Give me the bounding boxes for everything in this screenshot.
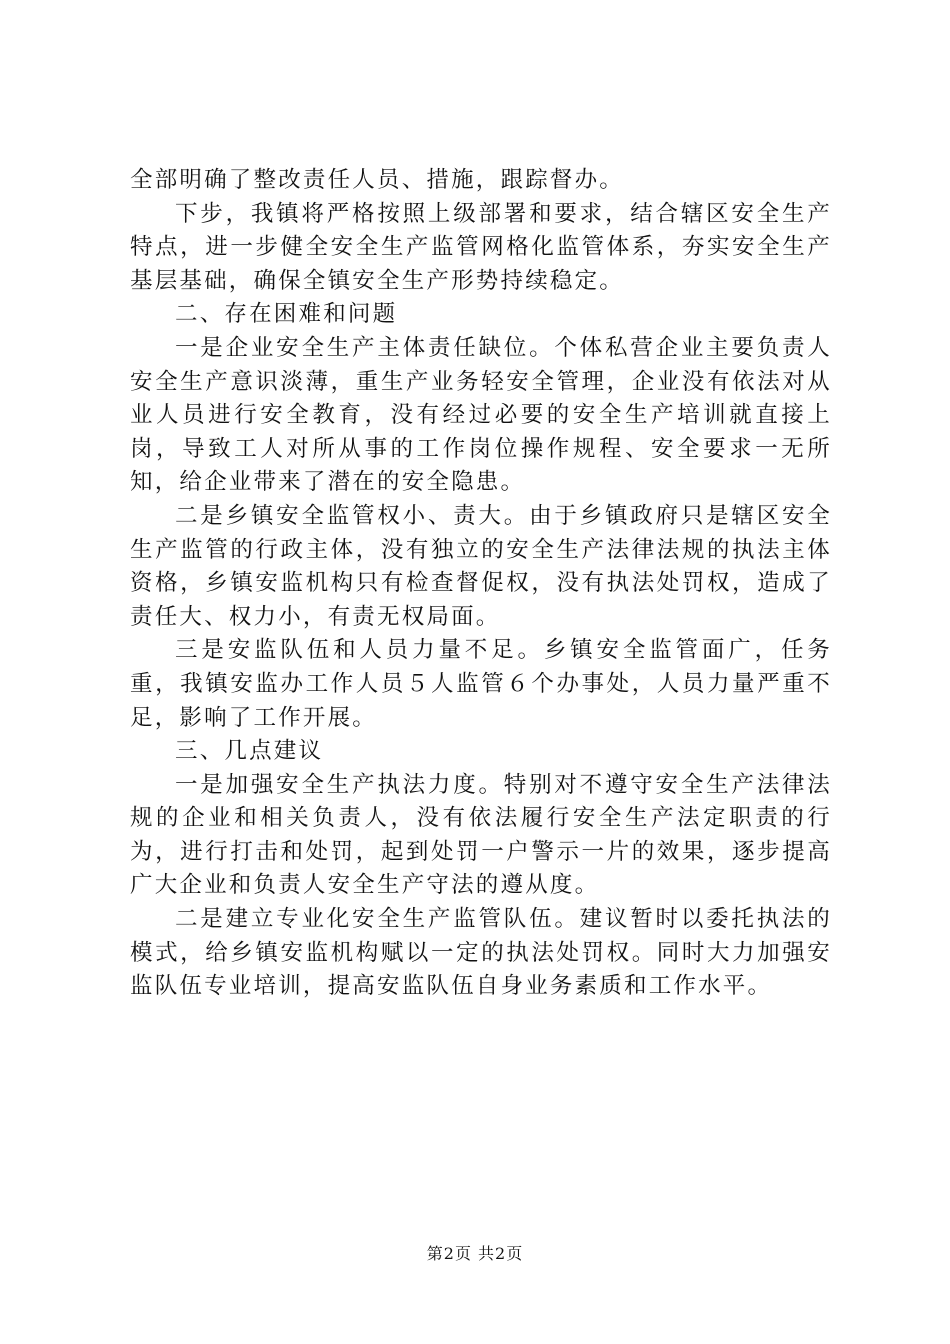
paragraph-next-steps: 下步，我镇将严格按照上级部署和要求，结合辖区安全生产特点，进一步健全安全生产监管网格化监管体系，夯实安全生产基层基础，确保全镇安全生产形势持续稳定。	[130, 200, 832, 294]
document-body	[130, 164, 832, 1004]
paragraph-suggestion-2: 二是建立专业化安全生产监管队伍。建议暂时以委托执法的模式，给乡镇安监机构赋以一定的执法处罚权。同时大力加强安监队伍专业培训，提高安监队伍自身业务素质和工作水平。	[130, 906, 832, 1000]
paragraph-suggestion-1: 一是加强安全生产执法力度。特别对不遵守安全生产法律法规的企业和相关负责人，没有依法履行安全生产法定职责的行为，进行打击和处罚，起到处罚一户警示一片的效果，逐步提高广大企业和负责人安全生产守法的遵从度。	[130, 771, 832, 899]
paragraph-problem-3: 三是安监队伍和人员力量不足。乡镇安全监管面广，任务重，我镇安监办工作人员５人监管６个办事处，人员力量严重不足，影响了工作开展。	[130, 637, 832, 731]
paragraph-problem-1: 一是企业安全生产主体责任缺位。个体私营企业主要负责人安全生产意识淡薄，重生产业务轻安全管理，企业没有依法对从业人员进行安全教育，没有经过必要的安全生产培训就直接上岗，导致工人对所从事的工作岗位操作规程、安全要求一无所知，给企业带来了潜在的安全隐患。	[130, 334, 832, 496]
section-heading-problems: 二、存在困难和问题	[175, 301, 398, 328]
page-number-footer: 第2页 共2页	[426, 1244, 524, 1263]
paragraph-continuation: 全部明确了整改责任人员、措施，跟踪督办。	[130, 167, 625, 193]
section-heading-suggestions: 三、几点建议	[175, 738, 324, 765]
paragraph-problem-2: 二是乡镇安全监管权小、责大。由于乡镇政府只是辖区安全生产监管的行政主体，没有独立的安全生产法律法规的执法主体资格，乡镇安监机构只有检查督促权，没有执法处罚权，造成了责任大、权力小，有责无权局面。	[130, 502, 832, 630]
